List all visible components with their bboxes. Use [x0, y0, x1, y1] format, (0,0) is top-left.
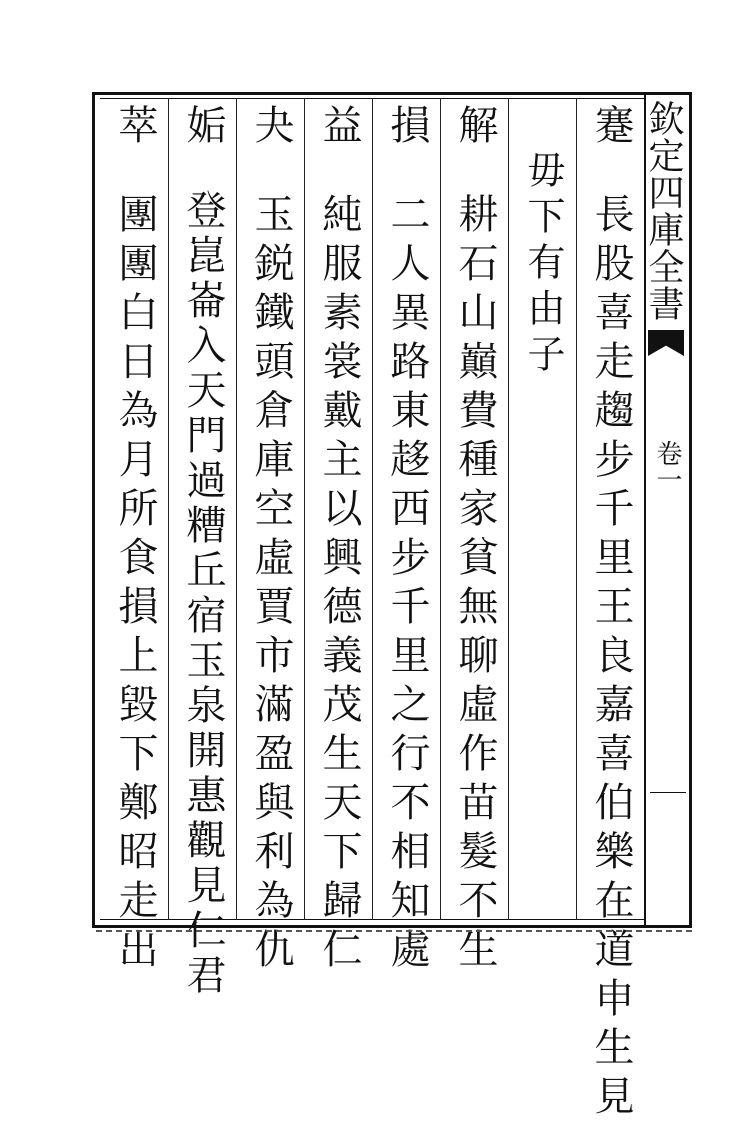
text-column-8: [104, 104, 166, 977]
hexagram-name: 蹇: [588, 104, 634, 153]
verse-text: 二人異路東趍西步千里之行不相知處: [384, 193, 430, 977]
bottom-rule: [96, 930, 692, 932]
verse-text: 團團白日為月所食損上毀下鄭昭走出: [112, 193, 158, 977]
text-column-5: [308, 104, 370, 977]
verse-text: 毋下有由子: [521, 150, 565, 380]
text-column-2: [512, 150, 574, 380]
column-rule: [168, 98, 169, 920]
verse-text: 長股喜走趨步千里王良嘉喜伯樂在道申生見: [588, 193, 634, 1124]
verse-text: 耕石山巔費種家貧無聊虛作苗髮不生: [452, 193, 498, 977]
volume-label: 卷一: [652, 440, 682, 492]
text-column-3: [444, 104, 506, 977]
text-column-4: [376, 104, 438, 977]
column-rule: [372, 98, 373, 920]
column-rule: [508, 98, 509, 920]
text-column-7: [172, 104, 234, 999]
verse-text: 登崑崙入天門過糟丘宿玉泉開惠觀見仁君: [180, 189, 226, 999]
column-rule: [576, 98, 577, 920]
hexagram-name: 夬: [248, 104, 294, 153]
book-title: 欽定四庫全書: [643, 100, 684, 322]
verse-text: 純服素裳戴主以興德義茂生天下歸仁: [316, 193, 362, 977]
text-column-6: [240, 104, 302, 977]
hexagram-name: 萃: [112, 104, 158, 153]
hexagram-name: 姤: [180, 104, 226, 149]
hexagram-name: 益: [316, 104, 362, 153]
column-rule: [236, 98, 237, 920]
margin-divider: [650, 792, 686, 793]
column-rule: [440, 98, 441, 920]
verse-text: 玉鋭鐵頭倉庫空虛賈市滿盈與利為仇: [248, 193, 294, 977]
hexagram-name: 解: [452, 104, 498, 153]
column-rule: [304, 98, 305, 920]
text-column-1: [580, 104, 642, 1124]
hexagram-name: 損: [384, 104, 430, 153]
